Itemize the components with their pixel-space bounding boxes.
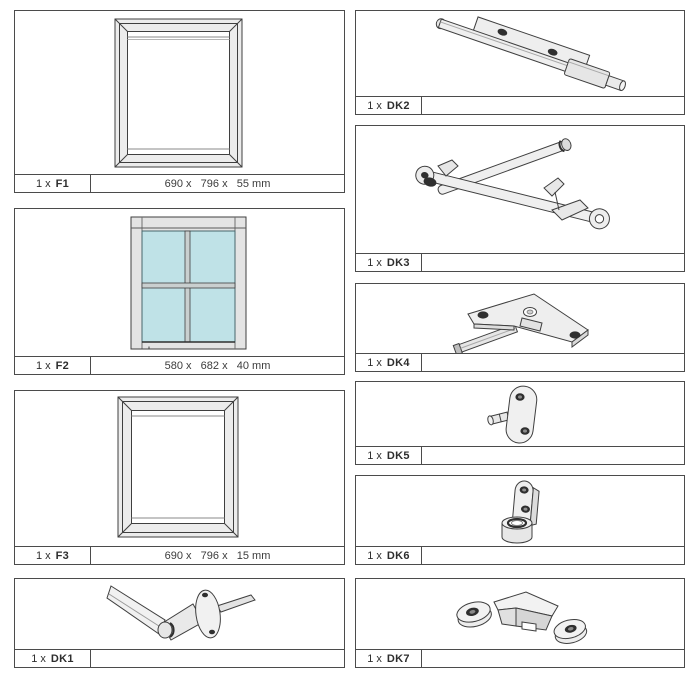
part-code: DK1 [50,652,74,665]
part-code: DK3 [386,256,410,269]
panel-dk5 [355,381,685,465]
f3-illustration-area [15,391,344,546]
dk5-label-row [356,446,684,464]
f1-label-row [15,174,344,192]
f3-label-row [15,546,344,564]
part-code: F3 [55,549,70,562]
dk7-qty-cell [356,650,422,667]
part-dimensions [422,97,684,114]
dk1-illustration-area [15,579,344,649]
f1-illustration-area [15,11,344,174]
dk2-qty-cell [356,97,422,114]
dk2-label-row [356,96,684,114]
part-qty: 1 x [367,256,382,269]
dk1-qty-cell [15,650,91,667]
part-code: F2 [55,359,70,372]
part-dimensions [422,354,684,371]
part-dimensions: 690 x 796 x 15 mm [164,549,271,562]
part-code: DK6 [386,549,410,562]
panel-f2 [14,208,345,375]
part-qty: 1 x [35,359,51,372]
dk7-label-row [356,649,684,667]
locking-keeper-icon [356,579,684,649]
part-qty: 1 x [367,99,382,112]
f2-illustration-area [15,209,344,356]
part-code: DK4 [386,356,410,369]
dk4-illustration-area [356,284,684,353]
f3-qty-cell [15,547,91,564]
f1-qty-cell [15,175,91,192]
dk5-illustration-area [356,382,684,446]
inner-window-frame-icon [15,391,344,546]
part-qty: 1 x [367,449,382,462]
link-plate-icon [356,382,684,446]
dk6-illustration-area [356,476,684,546]
dk2-illustration-area [356,11,684,96]
glazed-window-sash-icon [15,209,344,356]
f2-qty-cell [15,357,91,374]
panel-dk6 [355,475,685,565]
part-qty: 1 x [35,549,51,562]
panel-f1 [14,10,345,193]
f2-label-row [15,356,344,374]
part-dimensions: 580 x 682 x 40 mm [164,359,271,372]
part-qty: 1 x [367,652,382,665]
dk5-qty-cell [356,447,422,464]
part-qty: 1 x [35,177,51,190]
dk3-qty-cell [356,254,422,271]
part-code: DK5 [386,449,410,462]
part-qty: 1 x [31,652,46,665]
panel-dk7 [355,578,685,668]
part-code: F1 [55,177,70,190]
pivot-bracket-icon [356,476,684,546]
part-dimensions [422,547,684,564]
part-code: DK2 [386,99,410,112]
window-handle-icon [15,579,344,649]
folding-stay-arm-icon [356,126,684,253]
part-dimensions: 690 x 796 x 55 mm [164,177,271,190]
panel-dk2 [355,10,685,115]
dk4-label-row [356,353,684,371]
part-qty: 1 x [367,549,382,562]
dk4-qty-cell [356,354,422,371]
dk1-label-row [15,649,344,667]
part-dimensions [422,447,684,464]
part-dimensions [422,650,684,667]
part-qty: 1 x [367,356,382,369]
dk6-label-row [356,546,684,564]
dk3-label-row [356,253,684,271]
corner-hinge-plate-icon [356,284,684,353]
part-code: DK7 [386,652,410,665]
panel-dk3 [355,125,685,272]
dk7-illustration-area [356,579,684,649]
panel-dk4 [355,283,685,372]
panel-dk1 [14,578,345,668]
part-dimensions [422,254,684,271]
dk3-illustration-area [356,126,684,253]
dk6-qty-cell [356,547,422,564]
panel-f3 [14,390,345,565]
outer-window-frame-icon [15,11,344,174]
telescopic-bolt-icon [356,11,684,96]
part-dimensions [91,650,344,667]
